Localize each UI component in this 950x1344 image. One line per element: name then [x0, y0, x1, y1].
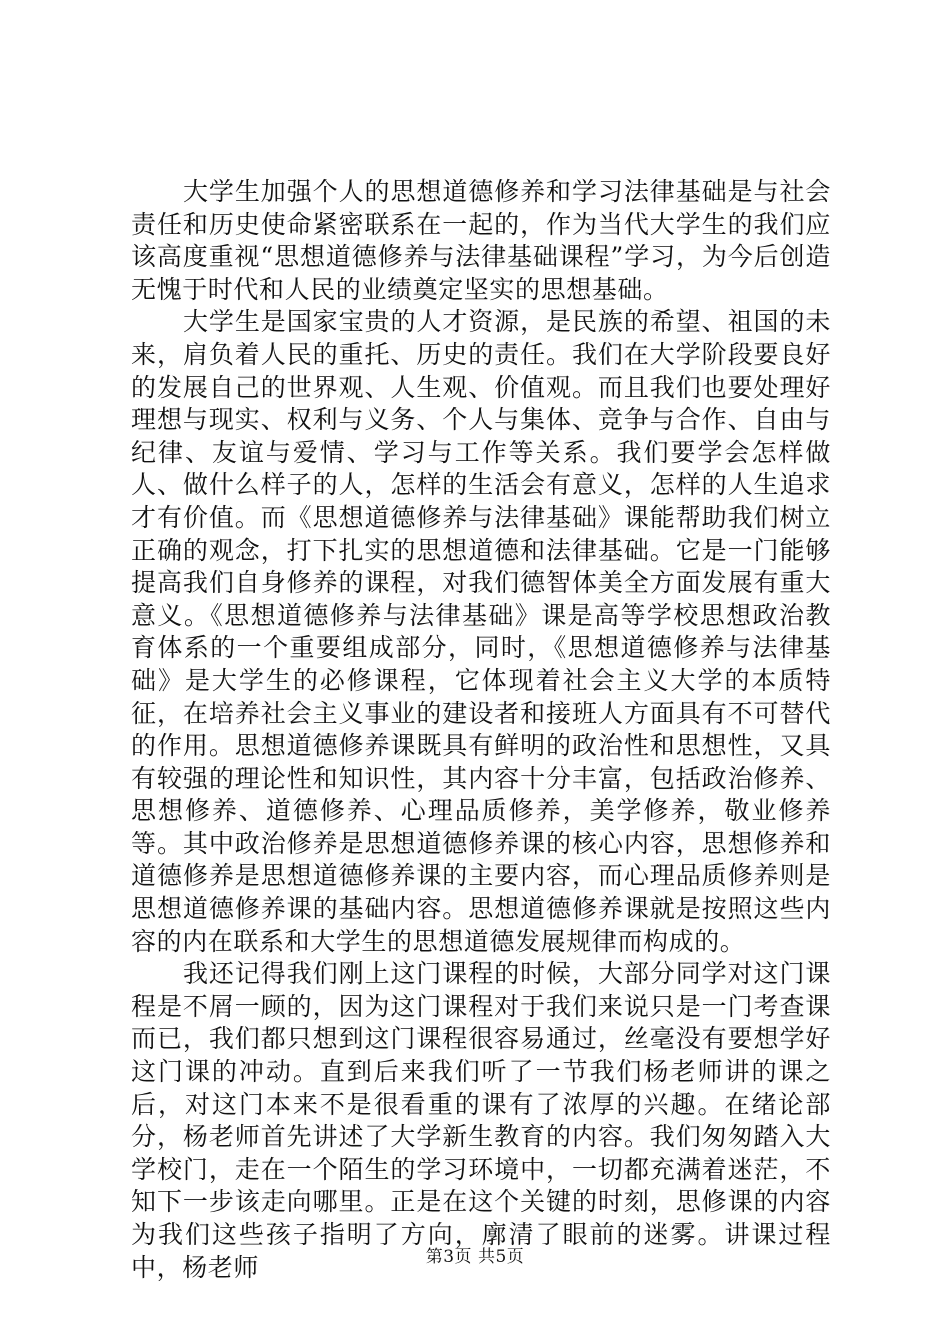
paragraph-1: 大学生加强个人的思想道德修养和学习法律基础是与社会责任和历史使命紧密联系在一起的，作为当代大学生的我们应该高度重视“思想道德修养与法律基础课程”学习，为今后创造无愧于时代和人民的业绩奠定坚实的思想基础。 [131, 177, 831, 304]
paragraph-3: 我还记得我们刚上这门课程的时候，大部分同学对这门课程是不屑一顾的，因为这门课程对于我们来说只是一门考查课而已，我们都只想到这门课程很容易通过，丝毫没有要想学好这门课的冲动。直到后来我们听了一节我们杨老师讲的课之后，对这门本来不是很看重的课有了浓厚的兴趣。在绪论部分，杨老师首先讲述了大学新生教育的内容。我们匆匆踏入大学校门，走在一个陌生的学习环境中，一切都充满着迷茫，不知下一步该走向哪里。正是在这个关键的时刻，思修课的内容为我们这些孩子指明了方向，廓清了眼前的迷雾。讲课过程中，杨老师 [131, 959, 831, 1282]
page-footer: 第3页 共5页 [425, 1247, 525, 1267]
body-text [131, 176, 831, 1284]
paragraph-2: 大学生是国家宝贵的人才资源，是民族的希望、祖国的未来，肩负着人民的重托、历史的责任。我们在大学阶段要良好的发展自己的世界观、人生观、价值观。而且我们也要处理好理想与现实、权利与义务、个人与集体、竞争与合作、自由与纪律、友谊与爱情、学习与工作等关系。我们要学会怎样做人、做什么样子的人，怎样的生活会有意义，怎样的人生追求才有价值。而《思想道德修养与法律基础》课能帮助我们树立正确的观念，打下扎实的思想道德和法律基础。它是一门能够提高我们自身修养的课程，对我们德智体美全方面发展有重大意义。《思想道德修养与法律基础》课是高等学校思想政治教育体系的一个重要组成部分，同时，《思想道德修养与法律基础》是大学生的必修课程，它体现着社会主义大学的本质特征，在培养社会主义事业的建设者和接班人方面具有不可替代的作用。思想道德修养课既具有鲜明的政治性和思想性，又具有较强的理论性和知识性，其内容十分丰富，包括政治修养、思想修养、道德修养、心理品质修养，美学修养，敬业修养等。其中政治修养是思想道德修养课的核心内容，思想修养和道德修养是思想道德修养课的主要内容，而心理品质修养则是思想道德修养课的基础内容。思想道德修养课就是按照这些内容的内在联系和大学生的思想道德发展规律而构成的。 [131, 307, 831, 956]
